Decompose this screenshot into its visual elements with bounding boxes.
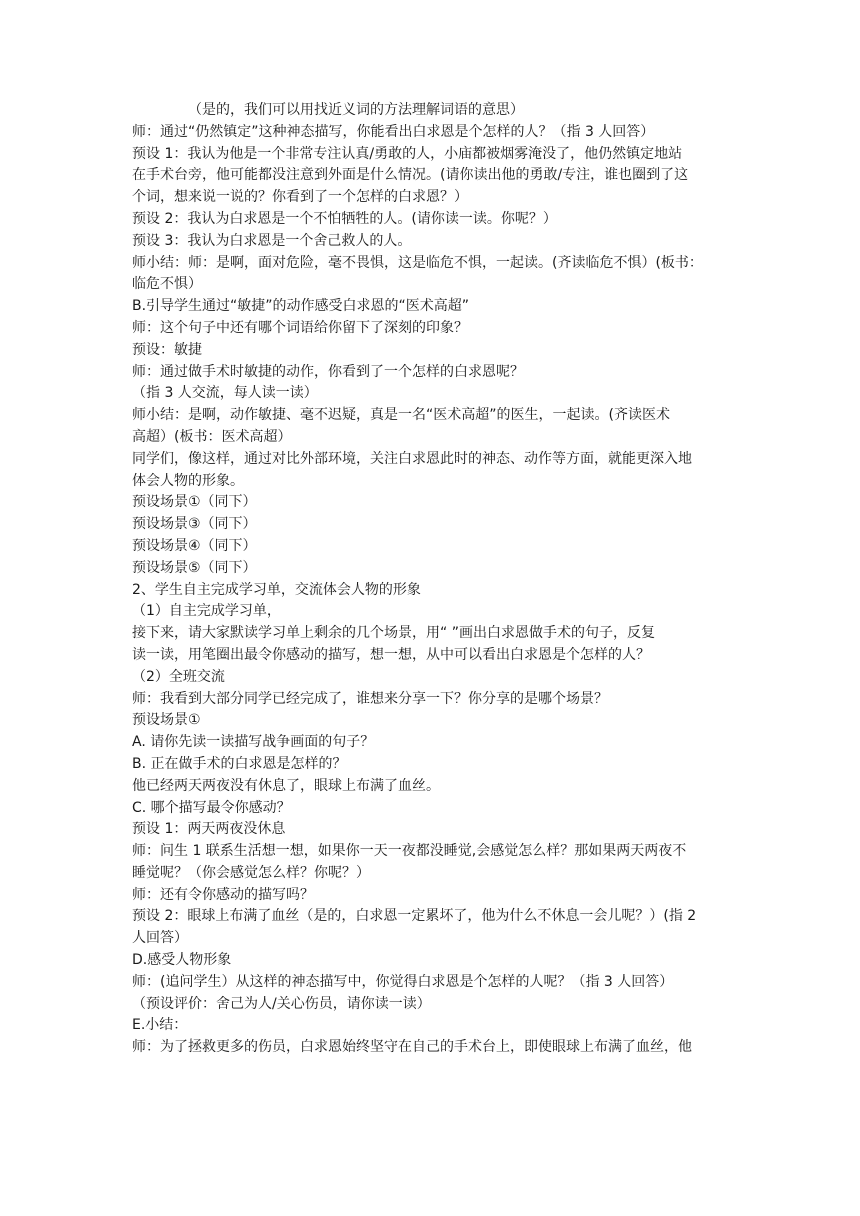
section-heading: E.小结： [132,1017,188,1034]
text-line: C. 哪个描写最令你感动？ [132,799,291,816]
text-line: （是的，我们可以用找近义词的方法理解词语的意思） [188,102,524,118]
text-line: 个词，想来说一说的？你看到了一个怎样的白求恩？） [132,189,468,206]
text-line: 在手术台旁，他可能都没注意到外面是什么情况。(请你读出他的勇敢/专注，谁也圈到了这 [132,167,689,184]
text-line: 师：通过做手术时敏捷的动作，你看到了一个怎样的白求恩呢？ [132,363,524,380]
text-line: 师小结：是啊，动作敏捷、毫不迟疑，真是一名“医术高超”的医生，一起读。(齐读医术 [132,407,670,424]
text-line: 预设：敏捷 [132,341,202,358]
text-line: 预设场景①（同下） [132,494,257,511]
text-line: （预设评价：舍己为人/关心伤员，请你读一读） [132,995,431,1012]
section-heading: D.感受人物形象 [132,952,232,969]
text-line: 读一读，用笔圈出最令你感动的描写，想一想，从中可以看出白求恩是个怎样的人？ [132,646,650,663]
text-line: 师小结：师：是啊，面对危险，毫不畏惧，这是临危不惧，一起读。(齐读临危不惧）(板书： [132,254,703,271]
text-line: （1）自主完成学习单， [132,603,281,620]
text-line: B. 正在做手术的白求恩是怎样的？ [132,755,347,772]
text-line: 师：为了拯救更多的伤员，白求恩始终坚守在自己的手术台上，即使眼球上布满了血丝，他 [132,1039,692,1056]
text-line: 师：还有令你感动的描写吗？ [132,886,314,903]
section-heading: B.引导学生通过“敏捷”的动作感受白求恩的“医术高超” [132,298,470,315]
text-line: 高超）(板书：医术高超） [132,428,292,445]
text-line: 临危不惧） [132,276,202,293]
text-line: 师：通过“仍然镇定”这种神态描写，你能看出白求恩是个怎样的人？（指 3 人回答） [132,123,655,140]
text-line: 预设场景① [132,712,201,729]
text-line: 同学们，像这样，通过对比外部环境，关注白求恩此时的神态、动作等方面，就能更深入地 [132,450,692,467]
text-line: （指 3 人交流，每人读一读） [132,385,318,402]
text-line: 预设 3：我认为白求恩是一个舍己救人的人。 [132,232,412,249]
text-line: 预设 2：我认为白求恩是一个不怕牺牲的人。(请你读一读。你呢？） [132,210,557,227]
document-body [132,100,732,1059]
text-line: 预设 1：两天两夜没休息 [132,821,286,838]
text-line: 预设 1：我认为他是一个非常专注认真/勇敢的人，小庙都被烟雾淹没了，他仍然镇定地站 [132,145,683,162]
text-line: 睡觉呢？（你会感觉怎么样？你呢？） [132,864,370,881]
section-heading: 2、学生自主完成学习单，交流体会人物的形象 [132,581,421,598]
text-line: （2）全班交流 [132,668,225,685]
text-line: 接下来，请大家默读学习单上剩余的几个场景，用“ ”画出白求恩做手术的句子，反复 [132,625,655,642]
text-line: 他已经两天两夜没有休息了，眼球上布满了血丝。 [132,777,440,794]
text-line: 预设场景④（同下） [132,537,257,554]
text-line: 师：这个句子中还有哪个词语给你留下了深刻的印象？ [132,319,468,336]
text-line: 预设场景⑤（同下） [132,559,257,576]
text-line: 体会人物的形象。 [132,472,244,489]
text-line: 人回答） [132,930,188,947]
text-line: 预设场景③（同下） [132,516,257,533]
text-line: 预设 2：眼球上布满了血丝（是的，白求恩一定累坏了，他为什么不休息一会儿呢？）(指 2 [132,908,697,925]
text-line: 师：(追问学生）从这样的神态描写中，你觉得白求恩是个怎样的人呢？（指 3 人回答） [132,973,674,990]
text-line: A. 请你先读一读描写战争画面的句子？ [132,734,375,751]
text-line: 师：问生 1 联系生活想一想，如果你一天一夜都没睡觉,会感觉怎么样？那如果两天两夜不 [132,843,687,860]
text-line: 师：我看到大部分同学已经完成了，谁想来分享一下？你分享的是哪个场景？ [132,690,608,707]
